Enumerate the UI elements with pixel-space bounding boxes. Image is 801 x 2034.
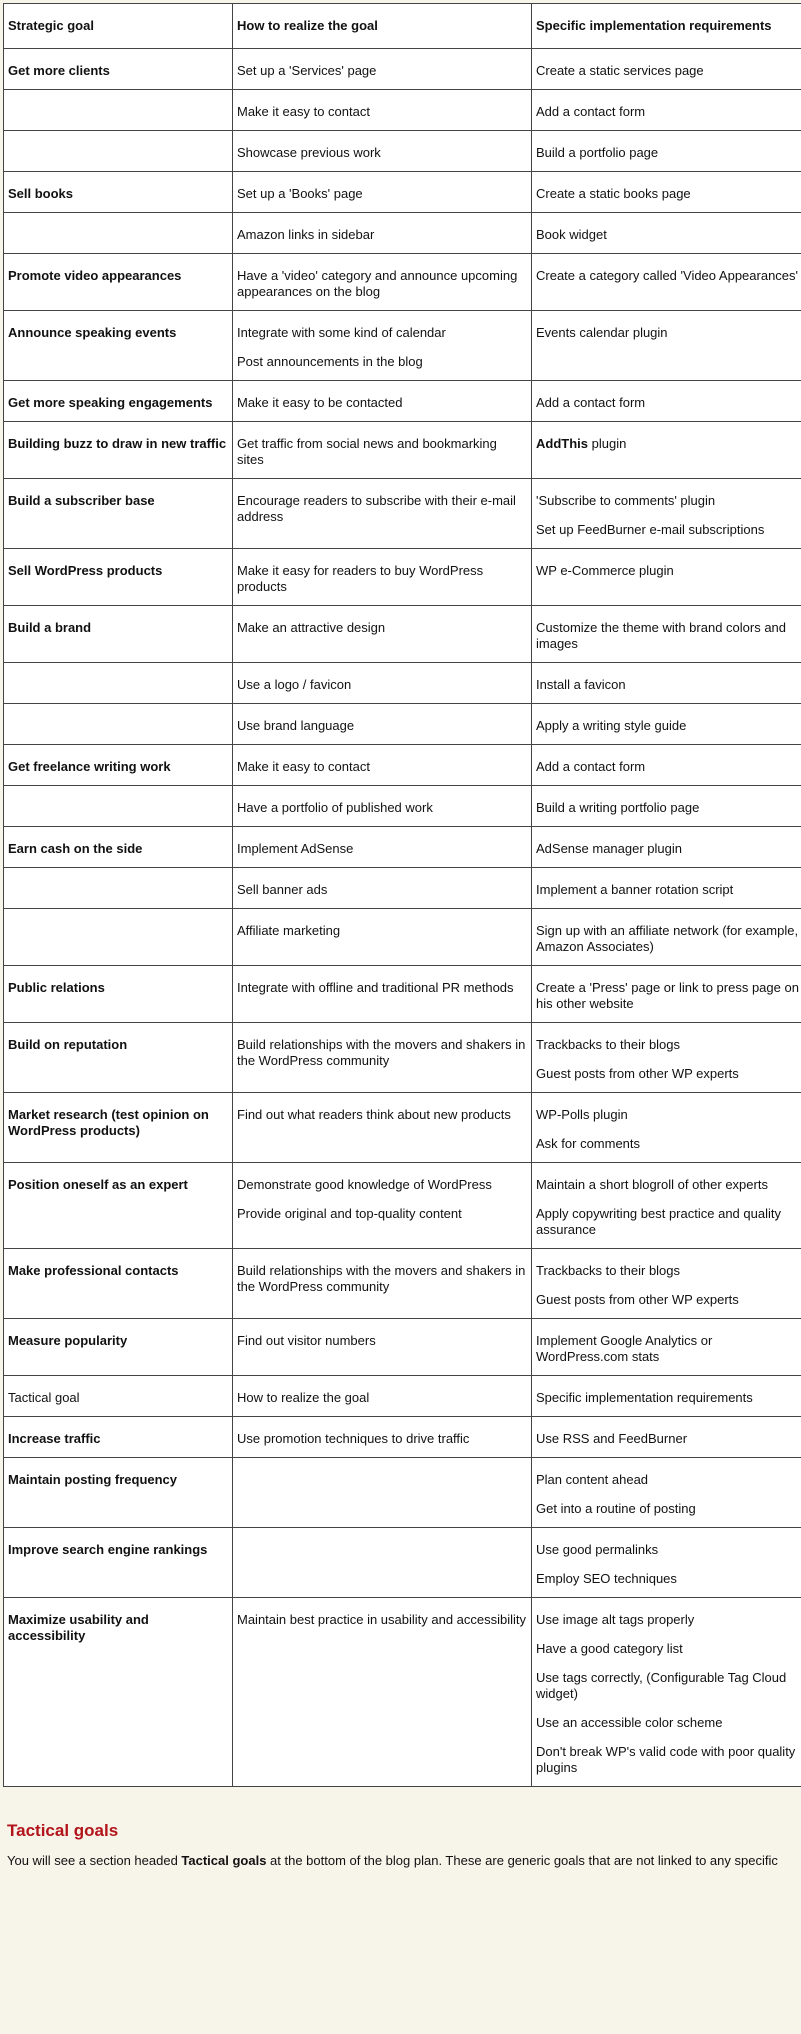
requirement-cell [532, 966, 801, 1023]
goal-text: Position oneself as an expert [8, 1177, 188, 1192]
requirement-text: WP-Polls plugin [536, 1107, 628, 1122]
intro-suffix: at the bottom of the blog plan. These are generic goals that are not linked to any specific [266, 1853, 778, 1868]
goal-cell [4, 909, 233, 966]
goal-cell [4, 745, 233, 786]
requirement-cell [532, 422, 801, 479]
requirement-cell [532, 1598, 801, 1787]
table-row [4, 1598, 801, 1787]
goal-cell [4, 704, 233, 745]
requirement-text: Plan content ahead [536, 1472, 649, 1487]
goal-cell [4, 213, 233, 254]
table-row [4, 966, 801, 1023]
requirement-item [536, 18, 801, 34]
requirement-text: Sign up with an affiliate network (for example, Amazon Associates) [536, 923, 799, 954]
requirement-item [536, 493, 801, 509]
how-text: Integrate with offline and traditional PR methods [237, 980, 514, 995]
goal-text: Maximize usability and accessibility [8, 1612, 149, 1643]
goal-cell [4, 422, 233, 479]
blog-plan-table-body [4, 4, 801, 1787]
how-cell [233, 131, 532, 172]
requirement-text: Create a static books page [536, 186, 691, 201]
requirement-cell [532, 479, 801, 549]
requirement-text: Maintain a short blogroll of other experts [536, 1177, 768, 1192]
goal-text: Earn cash on the side [8, 841, 143, 856]
how-cell [233, 213, 532, 254]
goal-cell [4, 254, 233, 311]
how-text: Build relationships with the movers and shakers in the WordPress community [237, 1263, 526, 1294]
table-row [4, 827, 801, 868]
table-row [4, 213, 801, 254]
how-text: Make it easy for readers to buy WordPress products [237, 563, 484, 594]
how-text: Make it easy to contact [237, 104, 370, 119]
requirement-cell [532, 663, 801, 704]
goal-text: Market research (test opinion on WordPress products) [8, 1107, 209, 1138]
table-row [4, 868, 801, 909]
goal-cell [4, 1376, 233, 1417]
table-row [4, 549, 801, 606]
requirement-item [536, 1641, 801, 1657]
how-cell [233, 786, 532, 827]
how-cell [233, 381, 532, 422]
requirement-text: Use RSS and FeedBurner [536, 1431, 688, 1446]
requirement-item [536, 1037, 801, 1053]
requirement-cell [532, 1023, 801, 1093]
requirement-text: Add a contact form [536, 759, 646, 774]
table-row [4, 663, 801, 704]
intro-bold: Tactical goals [181, 1853, 267, 1868]
table-row [4, 49, 801, 90]
goal-text: Build on reputation [8, 1037, 128, 1052]
requirement-text: Implement Google Analytics or WordPress.com stats [536, 1333, 713, 1364]
requirement-text: Apply copywriting best practice and quality assurance [536, 1206, 781, 1237]
requirement-item [536, 1571, 801, 1587]
table-row [4, 1093, 801, 1163]
requirement-item [536, 1670, 801, 1702]
how-cell [233, 1093, 532, 1163]
how-text: Have a 'video' category and announce upcoming appearances on the blog [237, 268, 518, 299]
requirement-item [536, 1542, 801, 1558]
goal-text: Get more speaking engagements [8, 395, 213, 410]
requirement-item [536, 227, 801, 243]
goal-text: Measure popularity [8, 1333, 128, 1348]
requirement-item [536, 1206, 801, 1238]
requirement-item [536, 1066, 801, 1082]
how-text: Use promotion techniques to drive traffic [237, 1431, 470, 1446]
blog-plan-table [3, 3, 801, 1787]
how-cell [233, 1458, 532, 1528]
requirement-text: Use image alt tags properly [536, 1612, 695, 1627]
how-text: Use brand language [237, 718, 355, 733]
requirement-cell [532, 213, 801, 254]
requirement-cell [532, 1528, 801, 1598]
goal-text: Maintain posting frequency [8, 1472, 178, 1487]
goal-cell [4, 1249, 233, 1319]
goal-cell [4, 1163, 233, 1249]
requirement-text: Ask for comments [536, 1136, 641, 1151]
requirement-text: Create a category called 'Video Appearances' [536, 268, 799, 283]
requirement-cell [532, 1376, 801, 1417]
table-row [4, 311, 801, 381]
how-cell [233, 90, 532, 131]
requirement-cell [532, 131, 801, 172]
requirement-item [536, 63, 801, 79]
goal-text: Build a subscriber base [8, 493, 155, 508]
requirement-item [536, 268, 801, 284]
how-text: Make an attractive design [237, 620, 386, 635]
goal-cell [4, 966, 233, 1023]
how-text: Make it easy to contact [237, 759, 370, 774]
how-cell [233, 1598, 532, 1787]
requirement-cell [532, 1249, 801, 1319]
goal-text: Get freelance writing work [8, 759, 171, 774]
goal-text: Sell WordPress products [8, 563, 163, 578]
how-cell [233, 1376, 532, 1417]
requirement-text: WP e-Commerce plugin [536, 563, 674, 578]
requirement-cell [532, 549, 801, 606]
requirement-text: 'Subscribe to comments' plugin [536, 493, 716, 508]
how-cell [233, 966, 532, 1023]
table-row [4, 1023, 801, 1093]
requirement-cell [532, 381, 801, 422]
requirement-cell [532, 4, 801, 49]
requirement-cell [532, 1319, 801, 1376]
section-heading: Tactical goals [7, 1821, 119, 1840]
table-row [4, 172, 801, 213]
table-row [4, 1163, 801, 1249]
requirement-text: Add a contact form [536, 104, 646, 119]
requirement-item [536, 1263, 801, 1279]
how-cell [233, 1023, 532, 1093]
table-row [4, 909, 801, 966]
table-row [4, 606, 801, 663]
how-text: Provide original and top-quality content [237, 1206, 462, 1221]
table-header-row [4, 4, 801, 49]
goal-cell [4, 381, 233, 422]
how-text: Use a logo / favicon [237, 677, 352, 692]
requirement-text: AdSense manager plugin [536, 841, 682, 856]
requirement-item [536, 186, 801, 202]
how-text: Maintain best practice in usability and accessibility [237, 1612, 527, 1627]
requirement-text: Use good permalinks [536, 1542, 659, 1557]
goal-cell [4, 172, 233, 213]
requirement-suffix: plugin [588, 436, 627, 451]
table-row [4, 1417, 801, 1458]
requirement-text: Build a writing portfolio page [536, 800, 700, 815]
how-cell [233, 745, 532, 786]
requirement-cell [532, 172, 801, 213]
goal-cell [4, 1417, 233, 1458]
goal-text: Sell books [8, 186, 74, 201]
requirement-item [536, 563, 801, 579]
table-row [4, 1319, 801, 1376]
goal-text: Build a brand [8, 620, 92, 635]
requirement-cell [532, 311, 801, 381]
goal-cell [4, 868, 233, 909]
requirement-text: Install a favicon [536, 677, 626, 692]
requirement-cell [532, 786, 801, 827]
table-row [4, 1376, 801, 1417]
how-cell [233, 1319, 532, 1376]
table-row [4, 422, 801, 479]
goal-cell [4, 1319, 233, 1376]
how-cell [233, 827, 532, 868]
requirement-item [536, 980, 801, 1012]
how-cell [233, 422, 532, 479]
goal-cell [4, 663, 233, 704]
goal-cell [4, 1023, 233, 1093]
requirement-item [536, 718, 801, 734]
how-cell [233, 1417, 532, 1458]
goal-text: Strategic goal [8, 18, 94, 33]
requirement-text: Implement a banner rotation script [536, 882, 734, 897]
requirement-item [536, 325, 801, 341]
requirement-text: Get into a routine of posting [536, 1501, 696, 1516]
how-text: Build relationships with the movers and shakers in the WordPress community [237, 1037, 526, 1068]
how-text: Find out what readers think about new products [237, 1107, 511, 1122]
requirement-text: Don't break WP's valid code with poor quality plugins [536, 1744, 796, 1775]
requirement-cell [532, 745, 801, 786]
goal-cell [4, 311, 233, 381]
requirement-item [536, 395, 801, 411]
requirement-item [536, 1292, 801, 1308]
requirement-cell [532, 606, 801, 663]
requirement-text: Set up FeedBurner e-mail subscriptions [536, 522, 765, 537]
goal-text: Increase traffic [8, 1431, 101, 1446]
requirement-text: Use tags correctly, (Configurable Tag Cloud widget) [536, 1670, 787, 1701]
how-cell [233, 254, 532, 311]
goal-text: Public relations [8, 980, 105, 995]
intro-prefix: You will see a section headed [7, 1853, 182, 1868]
how-cell [233, 663, 532, 704]
how-text: Showcase previous work [237, 145, 381, 160]
requirement-text: Specific implementation requirements [536, 18, 772, 33]
goal-text: Improve search engine rankings [8, 1542, 208, 1557]
table-row [4, 1528, 801, 1598]
requirement-cell [532, 909, 801, 966]
how-text: Integrate with some kind of calendar [237, 325, 446, 340]
requirement-item [536, 882, 801, 898]
table-row [4, 704, 801, 745]
requirement-text: Trackbacks to their blogs [536, 1263, 681, 1278]
table-row [4, 786, 801, 827]
requirement-text: Guest posts from other WP experts [536, 1292, 739, 1307]
how-cell [233, 1163, 532, 1249]
goal-cell [4, 131, 233, 172]
requirement-text: Book widget [536, 227, 607, 242]
requirement-text: Events calendar plugin [536, 325, 668, 340]
how-text: Have a portfolio of published work [237, 800, 433, 815]
requirement-item [536, 1501, 801, 1517]
goal-cell [4, 549, 233, 606]
requirement-item [536, 1744, 801, 1776]
goal-text: Make professional contacts [8, 1263, 179, 1278]
requirement-item [536, 759, 801, 775]
requirement-text: Have a good category list [536, 1641, 683, 1656]
how-cell [233, 1528, 532, 1598]
requirement-text: Add a contact form [536, 395, 646, 410]
requirement-item [536, 1333, 801, 1365]
requirement-item [536, 436, 801, 452]
how-cell [233, 49, 532, 90]
requirement-item [536, 1472, 801, 1488]
how-text: Demonstrate good knowledge of WordPress [237, 1177, 492, 1192]
goal-cell [4, 49, 233, 90]
how-text: Encourage readers to subscribe with their e-mail address [237, 493, 516, 524]
how-text: Get traffic from social news and bookmarking sites [237, 436, 497, 467]
requirement-item [536, 677, 801, 693]
goal-text: Promote video appearances [8, 268, 182, 283]
goal-cell [4, 4, 233, 49]
goal-cell [4, 1093, 233, 1163]
how-cell [233, 4, 532, 49]
how-text: Implement AdSense [237, 841, 354, 856]
requirement-cell [532, 1417, 801, 1458]
requirement-text: Create a 'Press' page or link to press page on his other website [536, 980, 799, 1011]
goal-cell [4, 827, 233, 868]
how-text: Make it easy to be contacted [237, 395, 403, 410]
how-text: Amazon links in sidebar [237, 227, 375, 242]
requirement-item [536, 522, 801, 538]
how-cell [233, 868, 532, 909]
how-text: Sell banner ads [237, 882, 328, 897]
requirement-item [536, 1612, 801, 1628]
table-row [4, 254, 801, 311]
goal-text: Announce speaking events [8, 325, 177, 340]
goal-cell [4, 1458, 233, 1528]
requirement-cell [532, 49, 801, 90]
table-row [4, 1458, 801, 1528]
how-cell [233, 549, 532, 606]
table-row [4, 479, 801, 549]
requirement-text: Use an accessible color scheme [536, 1715, 723, 1730]
goal-cell [4, 479, 233, 549]
requirement-item [536, 1136, 801, 1152]
how-cell [233, 704, 532, 745]
requirement-item [536, 1431, 801, 1447]
how-cell [233, 1249, 532, 1319]
requirement-cell [532, 254, 801, 311]
requirement-text: Specific implementation requirements [536, 1390, 753, 1405]
how-text: Set up a 'Services' page [237, 63, 377, 78]
how-text: Find out visitor numbers [237, 1333, 376, 1348]
goal-text: Building buzz to draw in new traffic [8, 436, 227, 451]
requirement-item [536, 923, 801, 955]
requirement-item [536, 1177, 801, 1193]
goal-cell [4, 1528, 233, 1598]
requirement-item [536, 620, 801, 652]
requirement-cell [532, 1458, 801, 1528]
requirement-cell [532, 1163, 801, 1249]
how-text: Set up a 'Books' page [237, 186, 363, 201]
table-row [4, 381, 801, 422]
how-cell [233, 479, 532, 549]
requirement-cell [532, 1093, 801, 1163]
how-cell [233, 311, 532, 381]
goal-text: Tactical goal [8, 1390, 80, 1405]
requirement-text: Employ SEO techniques [536, 1571, 677, 1586]
goal-cell [4, 606, 233, 663]
requirement-cell [532, 827, 801, 868]
requirement-item [536, 104, 801, 120]
section-intro [7, 1853, 798, 1869]
requirement-text: Apply a writing style guide [536, 718, 687, 733]
how-text: Post announcements in the blog [237, 354, 423, 369]
table-row [4, 131, 801, 172]
how-text: Affiliate marketing [237, 923, 341, 938]
requirement-text: Customize the theme with brand colors and images [536, 620, 787, 651]
requirement-item [536, 1715, 801, 1731]
requirement-item [536, 1107, 801, 1123]
table-row [4, 745, 801, 786]
requirement-text: Guest posts from other WP experts [536, 1066, 739, 1081]
table-row [4, 1249, 801, 1319]
requirement-item [536, 1390, 801, 1406]
goal-cell [4, 1598, 233, 1787]
goal-text: Get more clients [8, 63, 110, 78]
requirement-item [536, 800, 801, 816]
how-cell [233, 909, 532, 966]
requirement-text: Build a portfolio page [536, 145, 659, 160]
how-cell [233, 606, 532, 663]
how-text: How to realize the goal [237, 1390, 370, 1405]
requirement-cell [532, 868, 801, 909]
how-text: How to realize the goal [237, 18, 378, 33]
requirement-cell [532, 90, 801, 131]
goal-cell [4, 786, 233, 827]
table-row [4, 90, 801, 131]
requirement-item [536, 841, 801, 857]
requirement-text: AddThis [536, 436, 588, 451]
requirement-cell [532, 704, 801, 745]
requirement-item [536, 145, 801, 161]
requirement-text: Create a static services page [536, 63, 704, 78]
requirement-text: Trackbacks to their blogs [536, 1037, 681, 1052]
goal-cell [4, 90, 233, 131]
how-cell [233, 172, 532, 213]
